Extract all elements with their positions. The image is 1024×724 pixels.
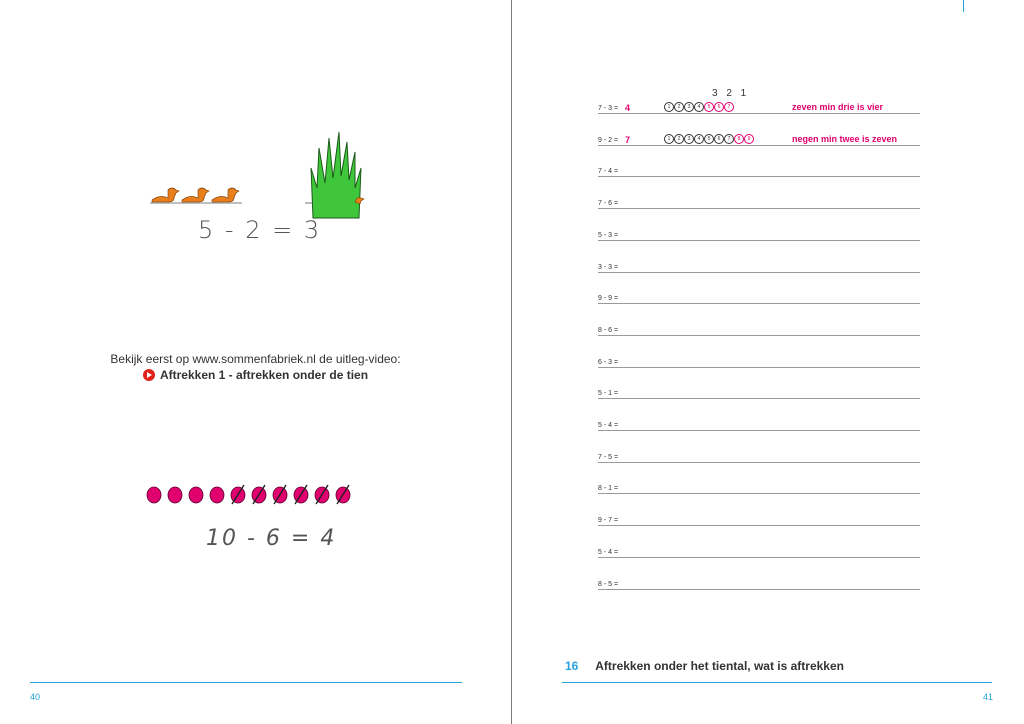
- count-circle: 6: [714, 134, 724, 144]
- count-circle: 4: [694, 102, 704, 112]
- page-number-right: 41: [983, 692, 994, 702]
- count-circle: 7: [724, 134, 734, 144]
- exercise-row: [598, 511, 920, 526]
- footer-line-left: [30, 682, 462, 683]
- count-circle: 3: [684, 102, 694, 112]
- example-equation-ducks: 5 - 2 = 3: [198, 216, 322, 244]
- problem-label: 6 - 3 =: [598, 358, 619, 366]
- exercise-row: [598, 289, 920, 304]
- grass-icon: [311, 132, 361, 218]
- exercise-row: [598, 226, 920, 241]
- counting-circles: [664, 102, 734, 112]
- problem-label: 5 - 4 =: [598, 548, 619, 556]
- problem-label: 5 - 3 =: [598, 231, 619, 239]
- ducks-illustration: [150, 182, 245, 206]
- countdown-label: 3 2 1: [712, 88, 750, 99]
- count-circle: 6: [714, 102, 724, 112]
- exercise-row: [598, 543, 920, 558]
- problem-label: 7 - 6 =: [598, 200, 619, 208]
- beads-illustration: [145, 484, 357, 506]
- exercise-row: [598, 258, 920, 273]
- bead-icon: [147, 487, 161, 503]
- bead-icon: [210, 487, 224, 503]
- grass-illustration: [305, 128, 367, 222]
- exercise-row: [598, 353, 920, 368]
- count-circle: 1: [664, 102, 674, 112]
- problem-label: 7 - 3 =: [598, 105, 619, 112]
- answer-value: 4: [625, 103, 631, 113]
- problem-label: 7 - 5 =: [598, 453, 619, 461]
- count-circle: 9: [744, 134, 754, 144]
- count-circle: 3: [684, 134, 694, 144]
- duck-icon: [182, 188, 209, 202]
- bead-icon: [168, 487, 182, 503]
- exercise-row: [598, 384, 920, 399]
- example-row: [598, 99, 920, 114]
- problem-label: 5 - 4 =: [598, 422, 619, 429]
- answer-in-words: negen min twee is zeven: [792, 133, 898, 144]
- answer-in-words: zeven min drie is vier: [792, 102, 884, 112]
- count-circle: 1: [664, 134, 674, 144]
- count-circle: 2: [674, 134, 684, 144]
- video-reference: [0, 352, 511, 384]
- problem-label: 8 - 1 =: [598, 485, 619, 493]
- chapter-title: Aftrekken onder het tiental, wat is aftrekken: [595, 659, 844, 673]
- bead-icon: [189, 487, 203, 503]
- counting-circles: [664, 134, 754, 144]
- exercise-row: [598, 575, 920, 590]
- footer-line-right: [562, 682, 992, 683]
- problem-label: 9 - 2 =: [598, 136, 619, 144]
- problem-label: 9 - 7 =: [598, 517, 619, 525]
- count-circle: 4: [694, 134, 704, 144]
- chapter-heading: [565, 659, 844, 673]
- exercise-row: [598, 448, 920, 463]
- video-link[interactable]: [143, 368, 368, 382]
- problem-label: 7 - 4 =: [598, 168, 619, 176]
- count-circle: 5: [704, 102, 714, 112]
- count-circle: 8: [734, 134, 744, 144]
- count-circle: 7: [724, 102, 734, 112]
- problem-label: 5 - 1 =: [598, 390, 619, 398]
- count-circle: 5: [704, 134, 714, 144]
- spread-divider: [511, 0, 512, 724]
- video-title: Aftrekken 1 - aftrekken onder de tien: [159, 368, 369, 382]
- chapter-number: 16: [565, 659, 579, 673]
- problem-label: 8 - 5 =: [598, 580, 619, 588]
- corner-mark: [963, 0, 964, 12]
- problem-label: 9 - 9 =: [598, 295, 619, 303]
- count-circle: 2: [674, 102, 684, 112]
- duck-icon: [152, 188, 179, 202]
- exercise-row: [598, 321, 920, 336]
- example-equation-beads: 10 - 6 = 4: [206, 526, 337, 551]
- play-icon: [143, 369, 155, 381]
- page-number-left: 40: [30, 692, 41, 702]
- exercise-row: [598, 162, 920, 177]
- video-intro-text: Bekijk eerst op www.sommenfabriek.nl de uitleg-video:: [110, 352, 401, 366]
- exercise-row: [598, 416, 920, 431]
- example-row: [598, 131, 920, 146]
- problem-label: 3 - 3 =: [598, 263, 619, 271]
- duck-icon: [212, 188, 239, 202]
- problem-label: 8 - 6 =: [598, 326, 619, 334]
- answer-value: 7: [625, 134, 631, 145]
- exercise-row: [598, 194, 920, 209]
- exercise-row: [598, 479, 920, 494]
